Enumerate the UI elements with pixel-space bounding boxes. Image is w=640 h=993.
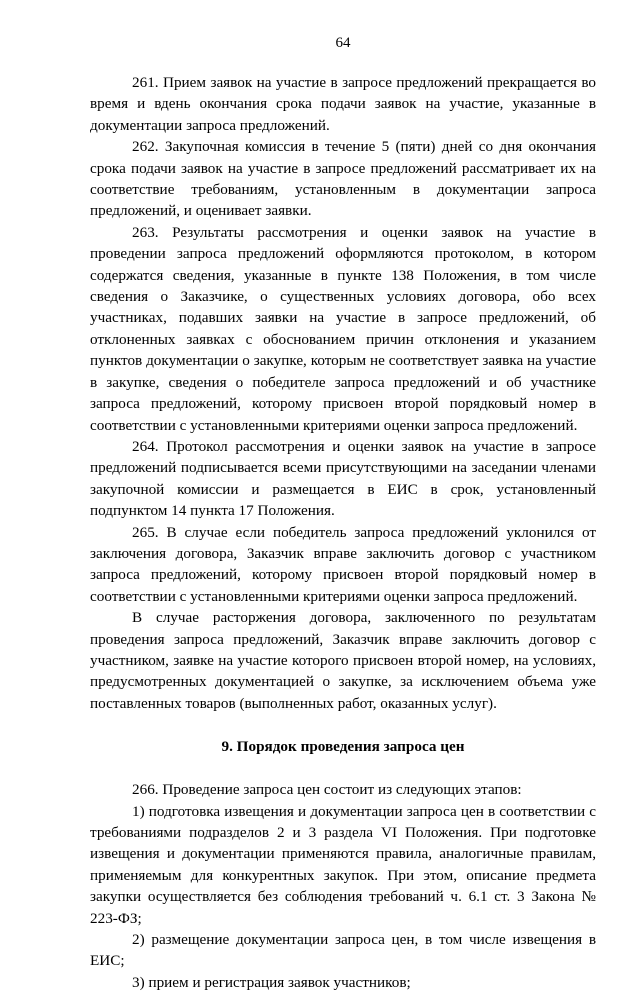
page-number: 64 <box>335 35 351 51</box>
paragraph-263: 263. Результаты рассмотрения и оценки заявок на участие в проведении запроса предложений оформляются протоколом, в котором содержатся сведения, указанные в пункте 138 Положения, в том числе сведения о Заказчике, о существенных условиях договора, обо всех участниках, подавших заявки на участие в запросе предложений, об отклоненных заявках с обоснованием причин отклонения и указанием пунктов документации о закупке, которым не соответствует заявка на участие в закупке, сведения о победителе запроса предложений и об участнике запроса предложений, которому присвоен второй порядковый номер в соответствии с установленными критериями оценки запроса предложений. <box>90 223 596 434</box>
paragraph-262: 262. Закупочная комиссия в течение 5 (пяти) дней со дня окончания срока подачи заявок на участие в запросе предложений рассматривает их на соответствие требованиям, установленным в документации запроса предложений, и оценивает заявки. <box>90 138 596 220</box>
list-item-2: 2) размещение документации запроса цен, в том числе извещения в ЕИС; <box>90 931 596 970</box>
list-item-1: 1) подготовка извещения и документации запроса цен в соответствии с требованиями подразделов 2 и 3 раздела VI Положения. При подготовке извещения и документации применяются правила, аналогичные правилам, применяемым для конкурентных закупок. При этом, описание предмета закупки осуществляется без соблюдения требований ч. 6.1 ст. 3 Закона № 223-ФЗ; <box>90 802 596 927</box>
paragraph-264: 264. Протокол рассмотрения и оценки заявок на участие в запросе предложений подписывается всеми присутствующими на заседании членами закупочной комиссии и размещается в ЕИС в срок, установленный подпунктом 14 пункта 17 Положения. <box>90 437 596 520</box>
list-item-3: 3) прием и регистрация заявок участников; <box>132 973 411 991</box>
paragraph-265-continued: В случае расторжения договора, заключенного по результатам проведения запроса предложений, Заказчик вправе заключить договор с участником, заявке на участие которого присвоен второй номер, на условиях, предусмотренных документацией о закупке, за исключением объема уже поставленных товаров (выполненных работ, оказанных услуг). <box>90 609 596 712</box>
paragraph-261: 261. Прием заявок на участие в запросе предложений прекращается во время и вдень окончания срока подачи заявок на участие, указанные в документации запроса предложений. <box>90 74 596 134</box>
paragraph-265: 265. В случае если победитель запроса предложений уклонился от заключения договора, Заказчик вправе заключить договор с участником запроса предложений, которому присвоен второй порядковый номер в соответствии с установленными критериями оценки запроса предложений. <box>90 523 596 605</box>
paragraph-266: 266. Проведение запроса цен состоит из следующих этапов: <box>132 781 522 799</box>
document-page <box>90 34 596 993</box>
section-heading: 9. Порядок проведения запроса цен <box>221 738 465 756</box>
